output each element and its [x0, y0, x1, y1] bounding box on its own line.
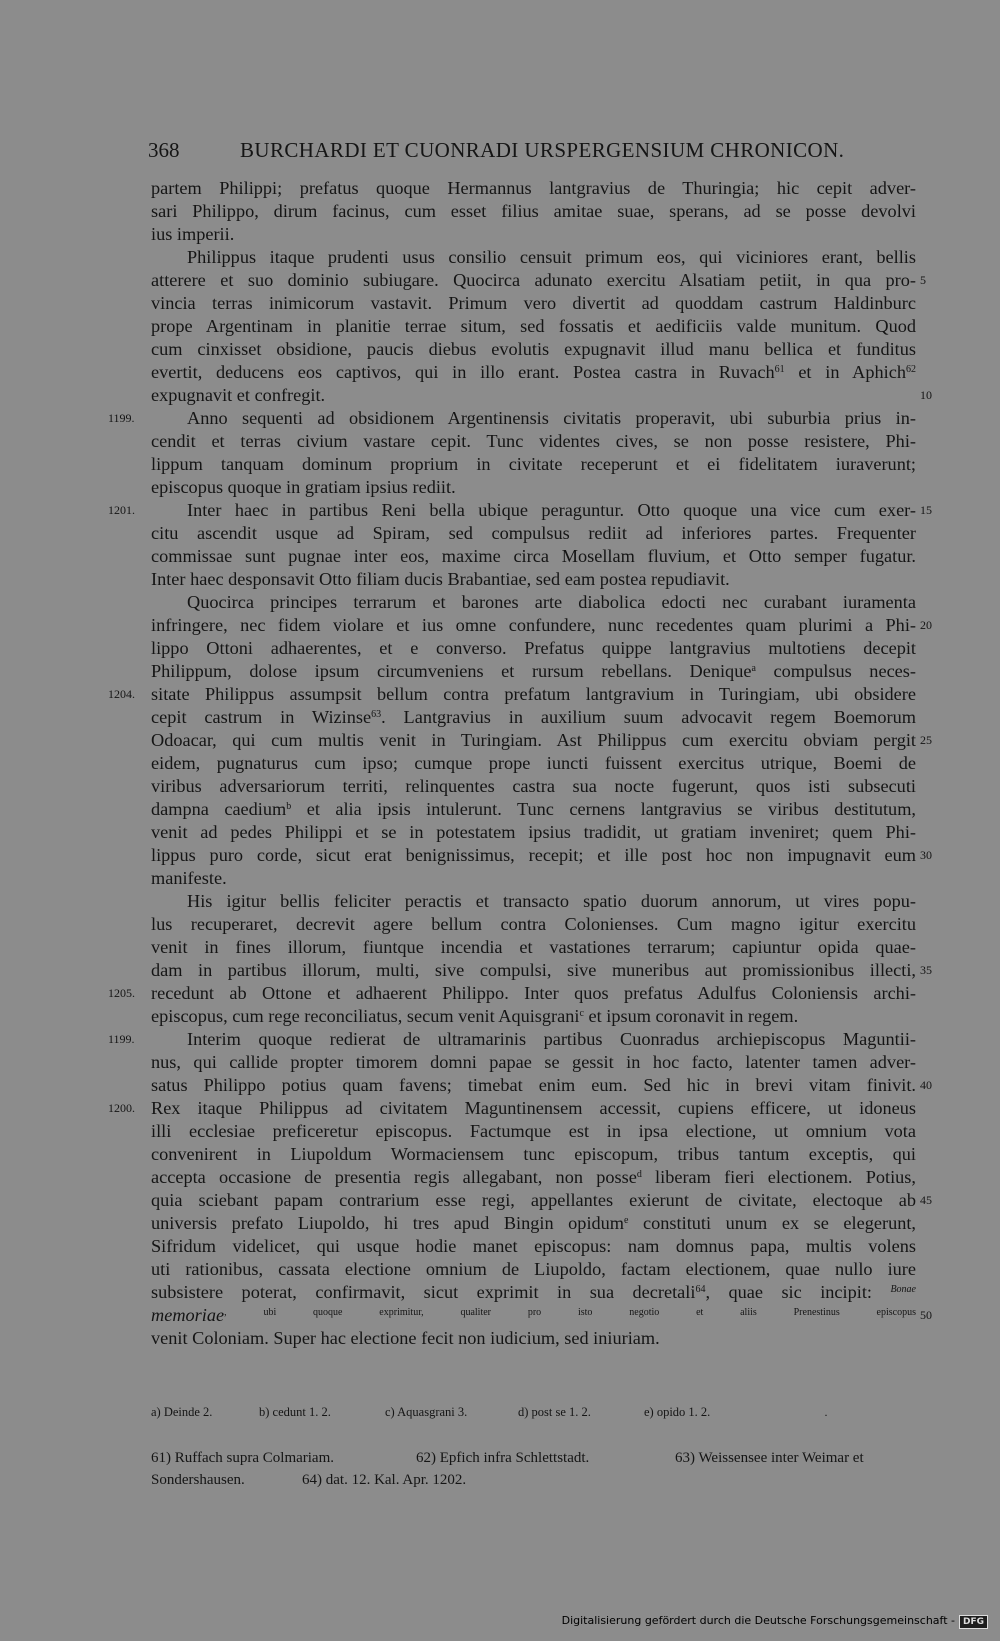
note-marker: 62	[906, 364, 916, 375]
year-mark: 1199.	[108, 411, 135, 425]
text-segment: infringere, nec fidem violare et ius omne confundere, nunc recedentes quam plurimi a Phi-	[151, 615, 916, 635]
text-line	[151, 890, 916, 913]
text-line	[151, 867, 916, 890]
text-line	[151, 1235, 916, 1258]
text-segment: prope Argentinam in planitie terrae situm, sed fossatis et aedificiis valde munitum. Quod	[151, 316, 916, 336]
page-header	[148, 138, 918, 168]
line-number: 45	[920, 1193, 932, 1207]
text-line	[151, 683, 916, 706]
apparatus-note-a: a) Deinde 2.	[151, 1405, 213, 1419]
text-segment: compulsus neces-	[755, 661, 916, 681]
text-line	[151, 361, 916, 384]
text-segment: et ipsum coronavit in regem.	[583, 1006, 799, 1026]
text-line	[151, 706, 916, 729]
text-line	[151, 246, 916, 269]
note-marker: 64	[695, 1284, 706, 1295]
note-marker: b	[286, 801, 292, 812]
text-segment: Philippus itaque prudenti usus consilio censuit primum eos, qui viciniores erant, bellis	[187, 247, 916, 267]
text-segment: Sifridum videlicet, qui usque hodie manet episcopus: nam domnus papa, multis volens	[151, 1236, 916, 1256]
text-segment: universis prefato Liupoldo, hi tres apud Bingin opidum	[151, 1213, 625, 1233]
text-line	[151, 522, 916, 545]
running-title: BURCHARDI ET CUONRADI URSPERGENSIUM CHRONICON.	[240, 138, 845, 162]
text-segment: satus Philippo potius quam favens; timebat enim eum. Sed hic in brevi vitam finivit.	[151, 1075, 916, 1095]
text-line	[151, 821, 916, 844]
text-line	[151, 1327, 916, 1350]
line-number: 40	[920, 1078, 932, 1092]
text-segment: . Lantgravius in auxilium suum advocavit regem Boemorum	[381, 707, 916, 727]
text-segment: Quocirca principes terrarum et barones arte diabolica edocti nec curabant iuramenta	[187, 592, 916, 612]
year-mark: 1200.	[108, 1101, 135, 1115]
line-number: 5	[920, 273, 926, 287]
text-segment: cum cinxisset obsidione, paucis diebus evolutis expugnavit illud manu bellica et funditus	[151, 339, 916, 359]
text-segment: recedunt ab Ottone et adhaerent Philippo. Inter quos prefatus Adulfus Coloniensis archi-	[151, 983, 916, 1003]
text-segment: Inter haec desponsavit Otto filiam ducis Brabantiae, sed eam postea repudiavit.	[151, 569, 730, 589]
text-segment: dampna caedium	[151, 799, 287, 819]
text-line	[151, 1281, 916, 1304]
text-segment: episcopus, cum rege reconciliatus, secum venit Aquisgrani	[151, 1006, 580, 1026]
text-line	[151, 453, 916, 476]
text-segment: Interim quoque redierat de ultramarinis partibus Cuonradus archiepiscopus Maguntii-	[187, 1029, 916, 1049]
text-segment: , quae sic incipit:	[705, 1282, 891, 1302]
text-segment: sitate Philippus assumpsit bellum contra prefatum lantgravium in Turingiam, ubi obsidere	[151, 684, 916, 704]
text-segment: Odoacar, qui cum multis venit in Turingiam. Ast Philippus cum exercitu obviam pergit	[151, 730, 916, 750]
text-segment: Philippum, dolose ipsum circumveniens et rursum rebellans. Denique	[151, 661, 752, 681]
text-segment: venit Coloniam. Super hac electione fecit non iudicium, sed iniuriam.	[151, 1328, 660, 1348]
text-line	[151, 913, 916, 936]
text-segment: liberam fieri electionem. Potius,	[641, 1167, 916, 1187]
text-segment: atterere et suo dominio subiugare. Quocirca adunato exercitu Alsatiam petiit, in qua pro-	[151, 270, 916, 290]
year-mark: 1201.	[108, 503, 135, 517]
text-segment: accepta occasione de presentia regis allegabant, non posse	[151, 1167, 637, 1187]
text-segment: commissae sunt pugnae inter eos, maxime circa Mosellam fluvium, et Otto semper fugatur.	[151, 546, 916, 566]
text-segment: et in Aphich	[784, 362, 906, 382]
text-segment: convenirent in Liupoldum Wormaciensem tunc episcopum, tribus tantum exceptis, qui	[151, 1144, 916, 1164]
text-segment: venit ad pedes Philippi et se in potestatem ipsius tradidit, ut gratiam inveniret; quem Phi-	[151, 822, 916, 842]
text-line	[151, 637, 916, 660]
text-line	[151, 384, 916, 407]
text-line	[151, 1304, 916, 1327]
text-line	[151, 476, 916, 499]
text-line	[151, 1189, 916, 1212]
text-line	[151, 568, 916, 591]
text-segment: illi ecclesiae preficeretur episcopus. Factumque est in ipsa electione, ut omnium vota	[151, 1121, 916, 1141]
text-segment: citu ascendit usque ad Spiram, sed compulsus rediit ad inferiores partes. Frequenter	[151, 523, 916, 543]
text-line	[151, 936, 916, 959]
text-line	[151, 200, 916, 223]
text-segment: nus, qui callide propter timorem domni papae se gessit in hoc facto, latenter tamen adver-	[151, 1052, 916, 1072]
text-segment: venit in fines illorum, fiuntque incendia et vastationes terrarum; capiuntur opida quae-	[151, 937, 916, 957]
apparatus-note-b: b) cedunt 1. 2.	[259, 1405, 331, 1419]
text-line	[151, 982, 916, 1005]
text-segment: subsistere poterat, confirmavit, sicut exprimit in sua decretali	[151, 1282, 696, 1302]
apparatus-note-d: d) post se 1. 2.	[518, 1405, 591, 1419]
note-61: 61) Ruffach supra Colmariam.	[151, 1450, 335, 1466]
note-marker: , ubi quoque exprimitur, qualiter pro isto negotio et aliis Prenestinus episcopus	[224, 1307, 916, 1318]
year-mark: 1199.	[108, 1032, 135, 1046]
text-line	[151, 545, 916, 568]
text-segment: cendit et terras civium vastare cepit. Tunc videntes cives, se non posse resistere, Phi-	[151, 431, 916, 451]
text-line	[151, 959, 916, 982]
text-segment: ius imperii.	[151, 224, 235, 244]
note-64: 64) dat. 12. Kal. Apr. 1202.	[302, 1472, 467, 1488]
line-number: 35	[920, 963, 932, 977]
line-number: 10	[920, 388, 932, 402]
text-line	[151, 1120, 916, 1143]
text-segment: eidem, pugnaturus cum ipso; cumque prope iuncti fuissent exercitus utrique, Boemi de	[151, 753, 916, 773]
text-line	[151, 292, 916, 315]
text-line	[151, 430, 916, 453]
text-segment: et alia ipsis intulerunt. Tunc cernens lantgravius se viribus destitutum,	[291, 799, 916, 819]
note-62: 62) Epfich infra Schlettstadt.	[416, 1450, 590, 1466]
note-marker: a	[751, 663, 756, 674]
text-line	[151, 1074, 916, 1097]
text-line	[151, 1097, 916, 1120]
line-number: 50	[920, 1308, 932, 1322]
text-segment: lippo Ottoni adhaerentes, et e converso. Prefatus quippe lantgravius multotiens decepit	[151, 638, 916, 658]
text-segment: lippum tanquam dominum proprium in civitate receperunt et ei fidelitatem iuraverunt;	[151, 454, 916, 474]
text-line	[151, 1051, 916, 1074]
text-segment: uti rationibus, cassata electione omnium de Liupoldo, factam electionem, quae nullo iure	[151, 1259, 916, 1279]
text-segment: Anno sequenti ad obsidionem Argentinensis civitatis properavit, ubi suburbia prius in-	[187, 408, 916, 428]
text-segment: cepit castrum in Wizinse	[151, 707, 372, 727]
text-line	[151, 1258, 916, 1281]
text-segment: expugnavit et confregit.	[151, 385, 326, 405]
text-line	[151, 338, 916, 361]
note-marker: 61	[774, 364, 785, 375]
note-marker: e	[624, 1215, 629, 1226]
footer-text: Digitalisierung gefördert durch die Deutsche Forschungsgemeinschaft -	[561, 1614, 955, 1627]
text-line	[151, 269, 916, 292]
text-line	[151, 1166, 916, 1189]
apparatus-note-e: e) opido 1. 2.	[644, 1405, 711, 1419]
note-marker: d	[636, 1169, 642, 1180]
text-line	[151, 775, 916, 798]
text-segment: evertit, deducens eos captivos, qui in illo erant. Postea castra in Ruvach	[151, 362, 775, 382]
text-line	[151, 177, 916, 200]
text-segment: episcopus quoque in gratiam ipsius rediit.	[151, 477, 456, 497]
text-line	[151, 223, 916, 246]
text-line	[151, 844, 916, 867]
text-line	[151, 499, 916, 522]
text-segment: sari Philippo, dirum facinus, cum esset filius amitae suae, sperans, ad se posse devolvi	[151, 201, 916, 221]
text-segment: memoriae	[151, 1305, 225, 1325]
text-segment: viribus adversariorum territi, relinquentes castra sua nocte fugerunt, quos isti subsecuti	[151, 776, 916, 796]
text-segment: Inter haec in partibus Reni bella ubique peraguntur. Otto quoque una vice cum exer-	[187, 500, 916, 520]
text-segment: quia sciebant papam contrarium esse regi, appellantes exierunt de civitate, electoque ab	[151, 1190, 916, 1210]
text-line	[151, 660, 916, 683]
text-line	[151, 729, 916, 752]
text-segment: constituti unum ex se elegerunt,	[628, 1213, 916, 1233]
dfg-logo: DFG	[959, 1615, 988, 1629]
stray-dot: ·	[824, 1408, 828, 1422]
text-segment: lus recuperaret, decrevit agere bellum contra Colonienses. Cum magno igitur exercitu	[151, 914, 916, 934]
note-marker: Bonae	[890, 1284, 916, 1295]
apparatus-note-c: c) Aquasgrani 3.	[385, 1405, 468, 1419]
text-line	[151, 1005, 916, 1028]
text-line	[151, 1143, 916, 1166]
line-number: 20	[920, 618, 932, 632]
note-marker: c	[579, 1008, 584, 1019]
text-line	[151, 614, 916, 637]
line-number: 15	[920, 503, 932, 517]
text-segment: partem Philippi; prefatus quoque Hermannus lantgravius de Thuringia; hic cepit adver-	[151, 178, 916, 198]
line-number: 25	[920, 733, 932, 747]
text-line	[151, 798, 916, 821]
text-line	[151, 407, 916, 430]
line-number: 30	[920, 848, 932, 862]
footer-credit	[562, 1614, 988, 1629]
page-number: 368	[148, 138, 180, 162]
text-segment: lippus puro corde, sicut erat benignissimus, recepit; et ille post hoc non impugnavit eum	[151, 845, 916, 865]
text-segment: dam in partibus illorum, multi, sive compulsi, sive muneribus aut promissionibus illecti,	[151, 960, 916, 980]
text-line	[151, 1212, 916, 1235]
year-mark: 1205.	[108, 986, 135, 1000]
note-63: 63) Weissensee inter Weimar et	[675, 1450, 864, 1466]
text-segment: manifeste.	[151, 868, 227, 888]
text-line	[151, 1028, 916, 1051]
note-63-cont: Sondershausen.	[151, 1472, 245, 1488]
text-segment: vincia terras inimicorum vastavit. Primum vero divertit ad quoddam castrum Haldinburc	[151, 293, 916, 313]
text-line	[151, 315, 916, 338]
text-segment: His igitur bellis feliciter peractis et transacto spatio duorum annorum, ut vires popu-	[187, 891, 916, 911]
year-mark: 1204.	[108, 687, 135, 701]
text-segment: Rex itaque Philippus ad civitatem Maguntinensem accessit, cupiens efficere, ut idoneus	[151, 1098, 916, 1118]
text-line	[151, 752, 916, 775]
text-line	[151, 591, 916, 614]
note-marker: 63	[371, 709, 382, 720]
